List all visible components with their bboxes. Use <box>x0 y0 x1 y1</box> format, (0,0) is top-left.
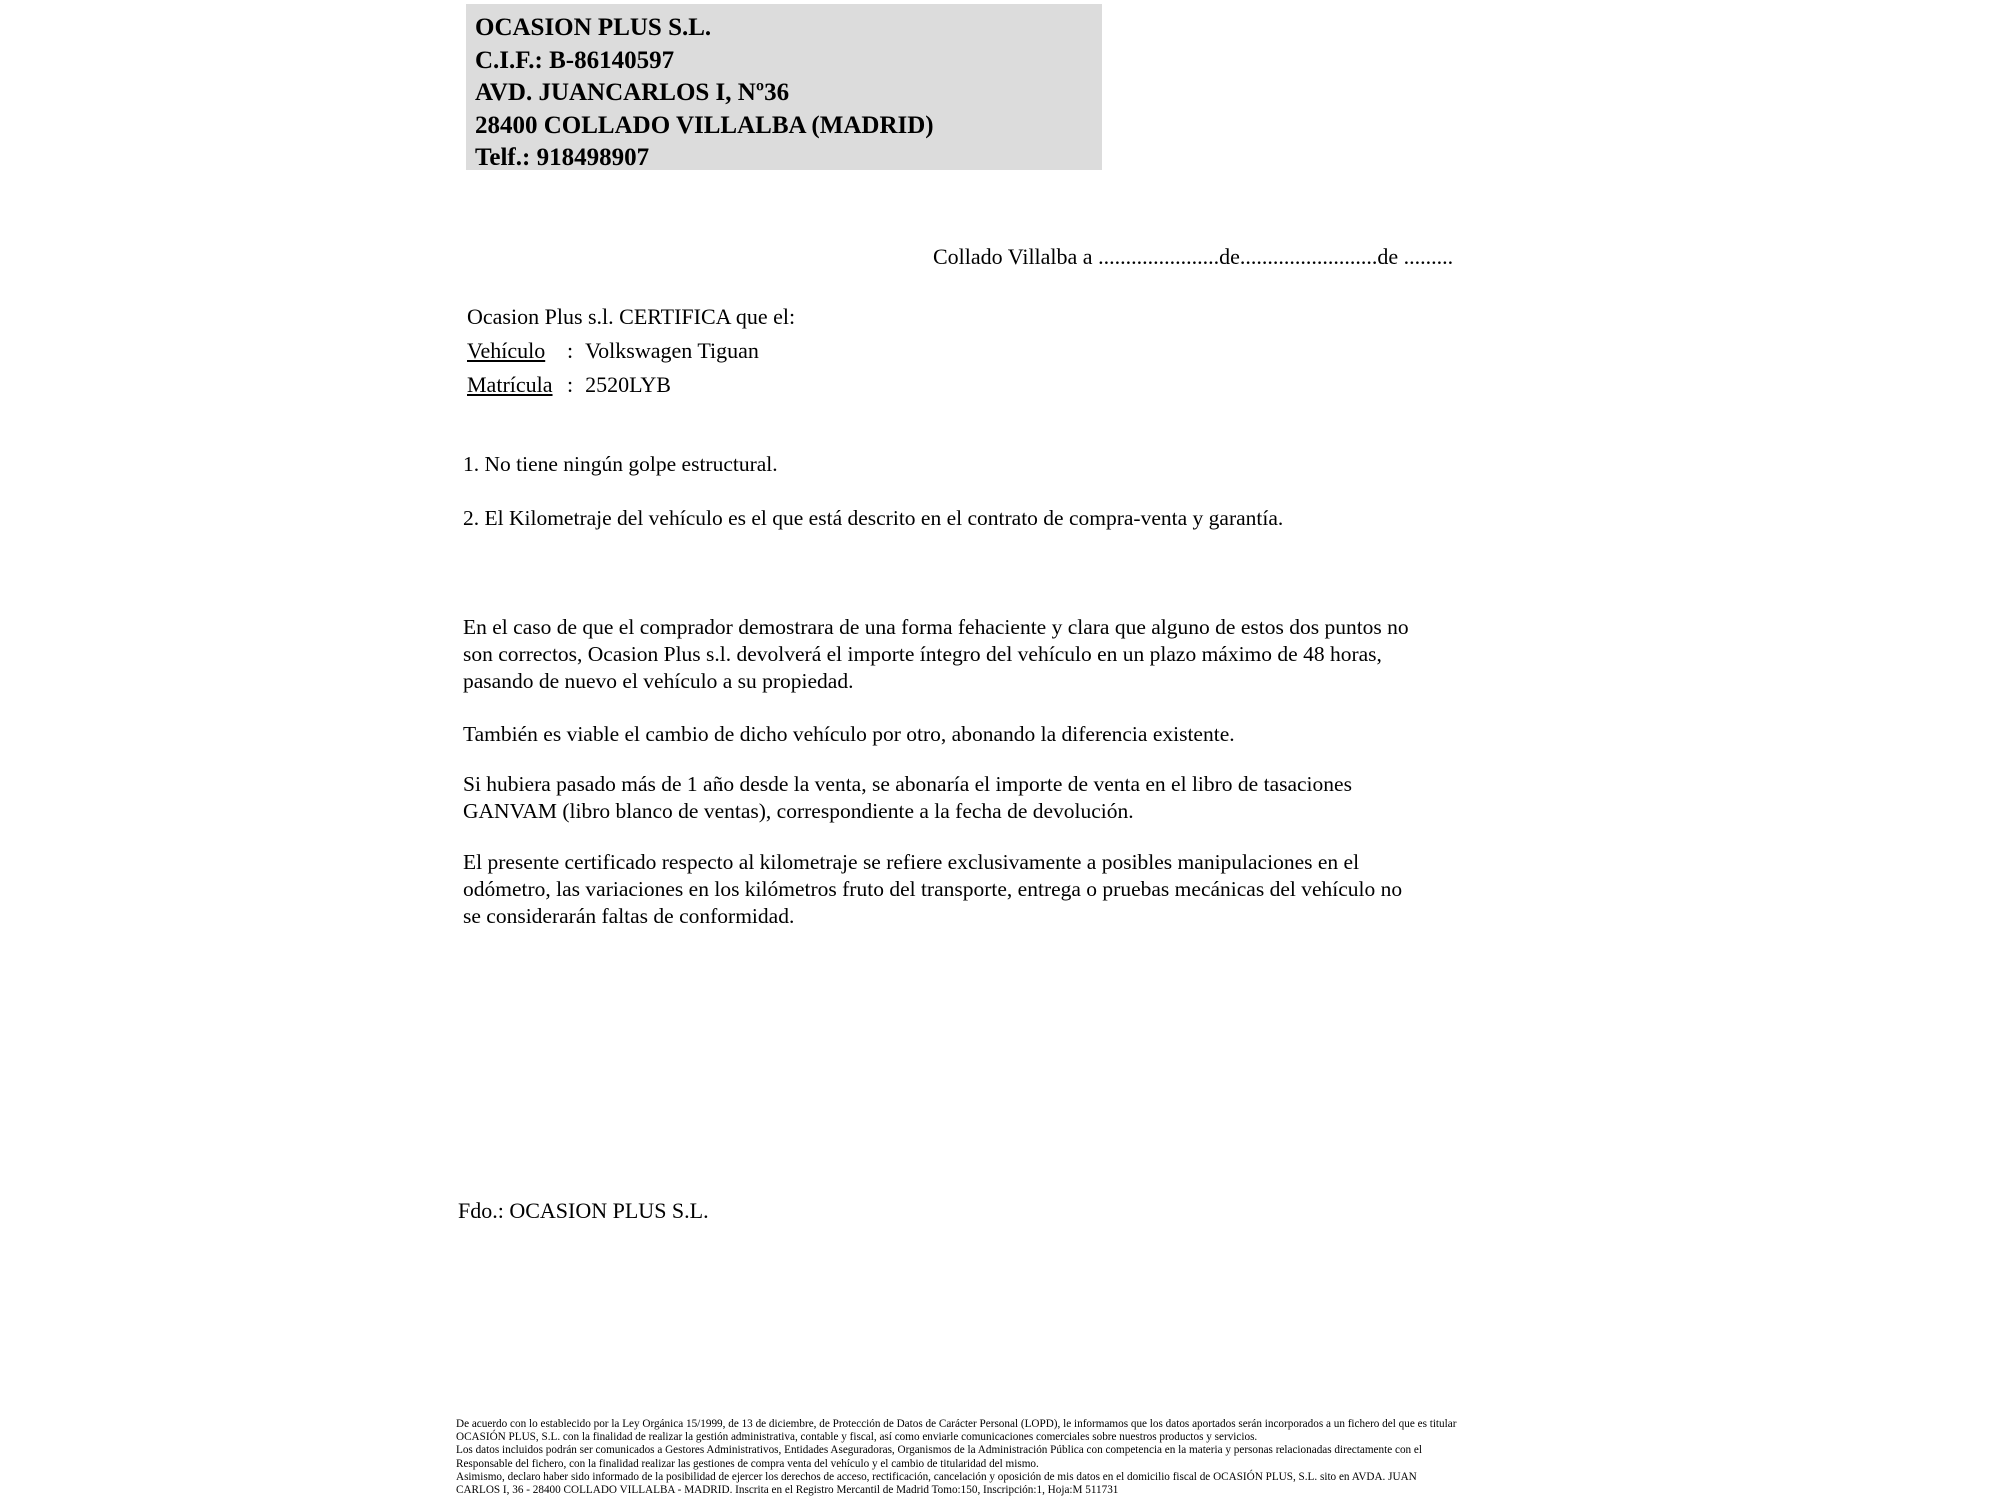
vehicle-value: Volkswagen Tiguan <box>585 338 759 363</box>
paragraph-vehicle-exchange: También es viable el cambio de dicho vehículo por otro, abonando la diferencia existente. <box>463 722 1235 746</box>
company-header-box: OCASION PLUS S.L. C.I.F.: B-86140597 AVD. JUANCARLOS I, Nº36 28400 COLLADO VILLALBA (MADRID) Telf.: 918498907 <box>466 4 1102 170</box>
date-place-line: Collado Villalba a ......................de.........................de ......... <box>933 244 1454 269</box>
numbered-point-2: 2. El Kilometraje del vehículo es el que está descrito en el contrato de compra-venta y garantía. <box>463 506 1284 530</box>
certify-intro: Ocasion Plus s.l. CERTIFICA que el: <box>467 304 796 329</box>
vehicle-label: Vehículo <box>467 338 546 363</box>
signature-line: Fdo.: OCASION PLUS S.L. <box>458 1198 709 1223</box>
plate-separator: : <box>567 372 574 397</box>
paragraph-ganvam-valuation: Si hubiera pasado más de 1 año desde la venta, se abonaría el importe de venta en el libro de tasaciones GANVAM (libro blanco de ventas), correspondiente a la fecha de devolución. <box>463 772 1352 823</box>
paragraph-odometer-disclaimer: El presente certificado respecto al kilometraje se refiere exclusivamente a posibles manipulaciones en el odómetro, las variaciones en los kilómetros fruto del transporte, entrega o pruebas mecánicas del vehículo no se considerarán faltas de conformidad. <box>463 850 1403 928</box>
vehicle-separator: : <box>567 338 574 363</box>
certification-block <box>467 300 795 402</box>
vehicle-row <box>467 334 795 368</box>
plate-value: 2520LYB <box>585 372 671 397</box>
numbered-point-1: 1. No tiene ningún golpe estructural. <box>463 452 778 476</box>
legal-footer: De acuerdo con lo establecido por la Ley Orgánica 15/1999, de 13 de diciembre, de Protección de Datos de Carácter Personal (LOPD), le informamos que los datos aportados serán incorporados a un fichero del que es titular OCASIÓN PLUS, S.L. con la finalidad de realizar la gestión administrativa, contable y fiscal, así como enviarle comunicaciones comerciales sobre nuestros productos y servicios. Los datos incluidos podrán ser comunicados a Gestores Administrativos, Entidades Aseguradoras, Organismos de la Administración Pública con competencia en la materia y personas relacionadas directamente con el Responsable del fichero, con la finalidad realizar las gestiones de compra venta del vehículo y el cambio de titularidad del mismo. Asimismo, declaro haber sido informado de la posibilidad de ejercer los derechos de acceso, rectificación, cancelación y oposición de mis datos en el domicilio fiscal de OCASIÓN PLUS, S.L. sito en AVDA. JUAN CARLOS I, 36 - 28400 COLLADO VILLALBA - MADRID. Inscrita en el Registro Mercantil de Madrid Tomo:150, Inscripción:1, Hoja:M 511731 <box>456 1418 1457 1497</box>
plate-label: Matrícula <box>467 372 553 397</box>
plate-row <box>467 368 795 402</box>
paragraph-refund-guarantee: En el caso de que el comprador demostrara de una forma fehaciente y clara que alguno de estos dos puntos no son correctos, Ocasion Plus s.l. devolverá el importe íntegro del vehículo en un plazo máximo de 48 horas, pasando de nuevo el vehículo a su propiedad. <box>463 615 1409 693</box>
